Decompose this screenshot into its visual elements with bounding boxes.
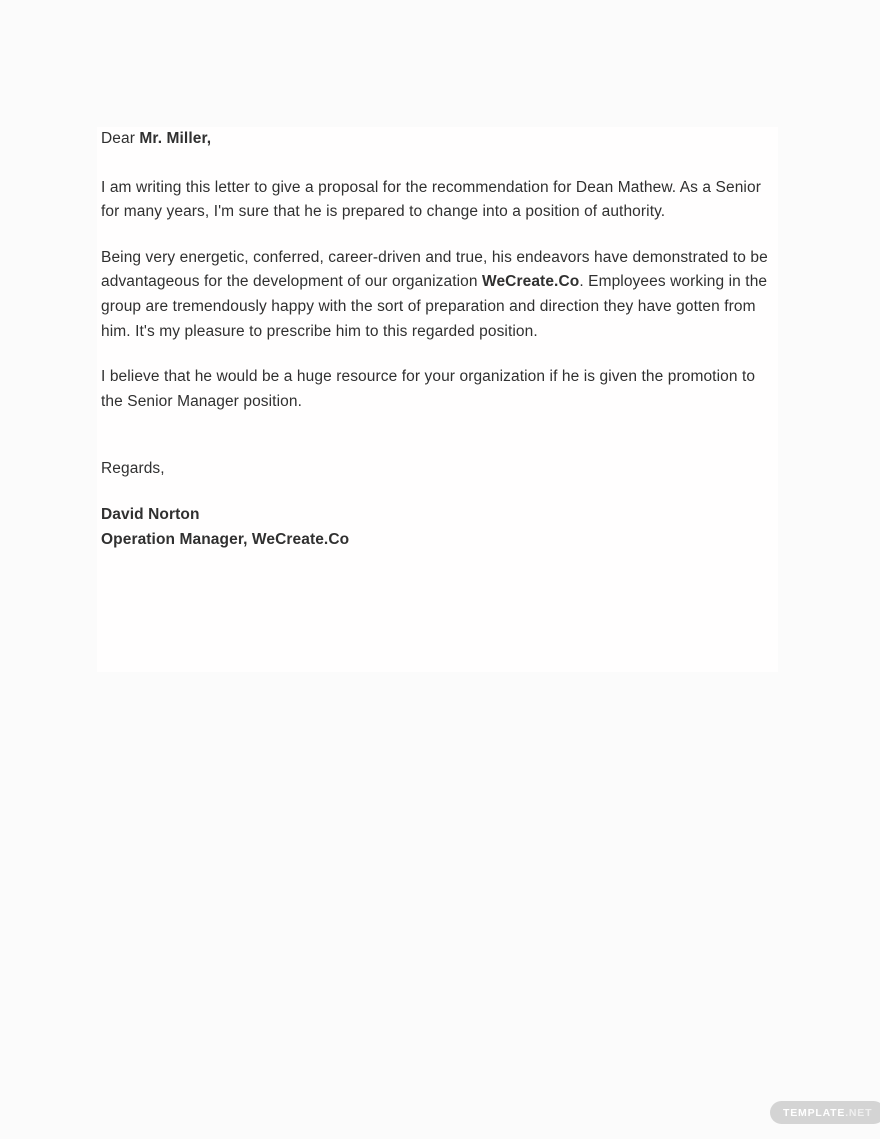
company-name: WeCreate.Co: [482, 273, 580, 291]
watermark-tld-text: .NET: [845, 1106, 873, 1119]
paragraph-3: I believe that he would be a huge resource for your organization if he is given the promotion to the Senior Manager position.: [101, 368, 756, 410]
signature-title: Operation Manager, WeCreate.Co: [101, 530, 350, 548]
paragraph-2-run-1: Being very energetic, conferred, career-driven and true, his endeavors have demonstrated to be advantageous for the development of our organization: [101, 248, 768, 291]
watermark-brand-text: TEMPLATE: [783, 1106, 846, 1119]
salutation-prefix: Dear: [101, 130, 140, 147]
closing: Regards,: [101, 460, 165, 478]
template-net-watermark-badge: [770, 1101, 880, 1124]
paragraph-2-run-2: . Employees working in the group are tremendously happy with the sort of preparation and direction they have gotten from him. It's my pleasure to prescribe him to this regarded position.: [101, 273, 768, 340]
letter-body: [101, 127, 768, 573]
recipient-name: Mr. Miller,: [139, 130, 212, 147]
paragraph-2: [101, 246, 768, 344]
salutation: [101, 127, 768, 152]
signature-block: [101, 503, 768, 552]
paragraph-1: I am writing this letter to give a proposal for the recommendation for Dean Mathew. As a Senior for many years, I'm sure that he is prepared to change into a position of authority.: [101, 178, 761, 221]
signature-name: David Norton: [101, 505, 200, 523]
